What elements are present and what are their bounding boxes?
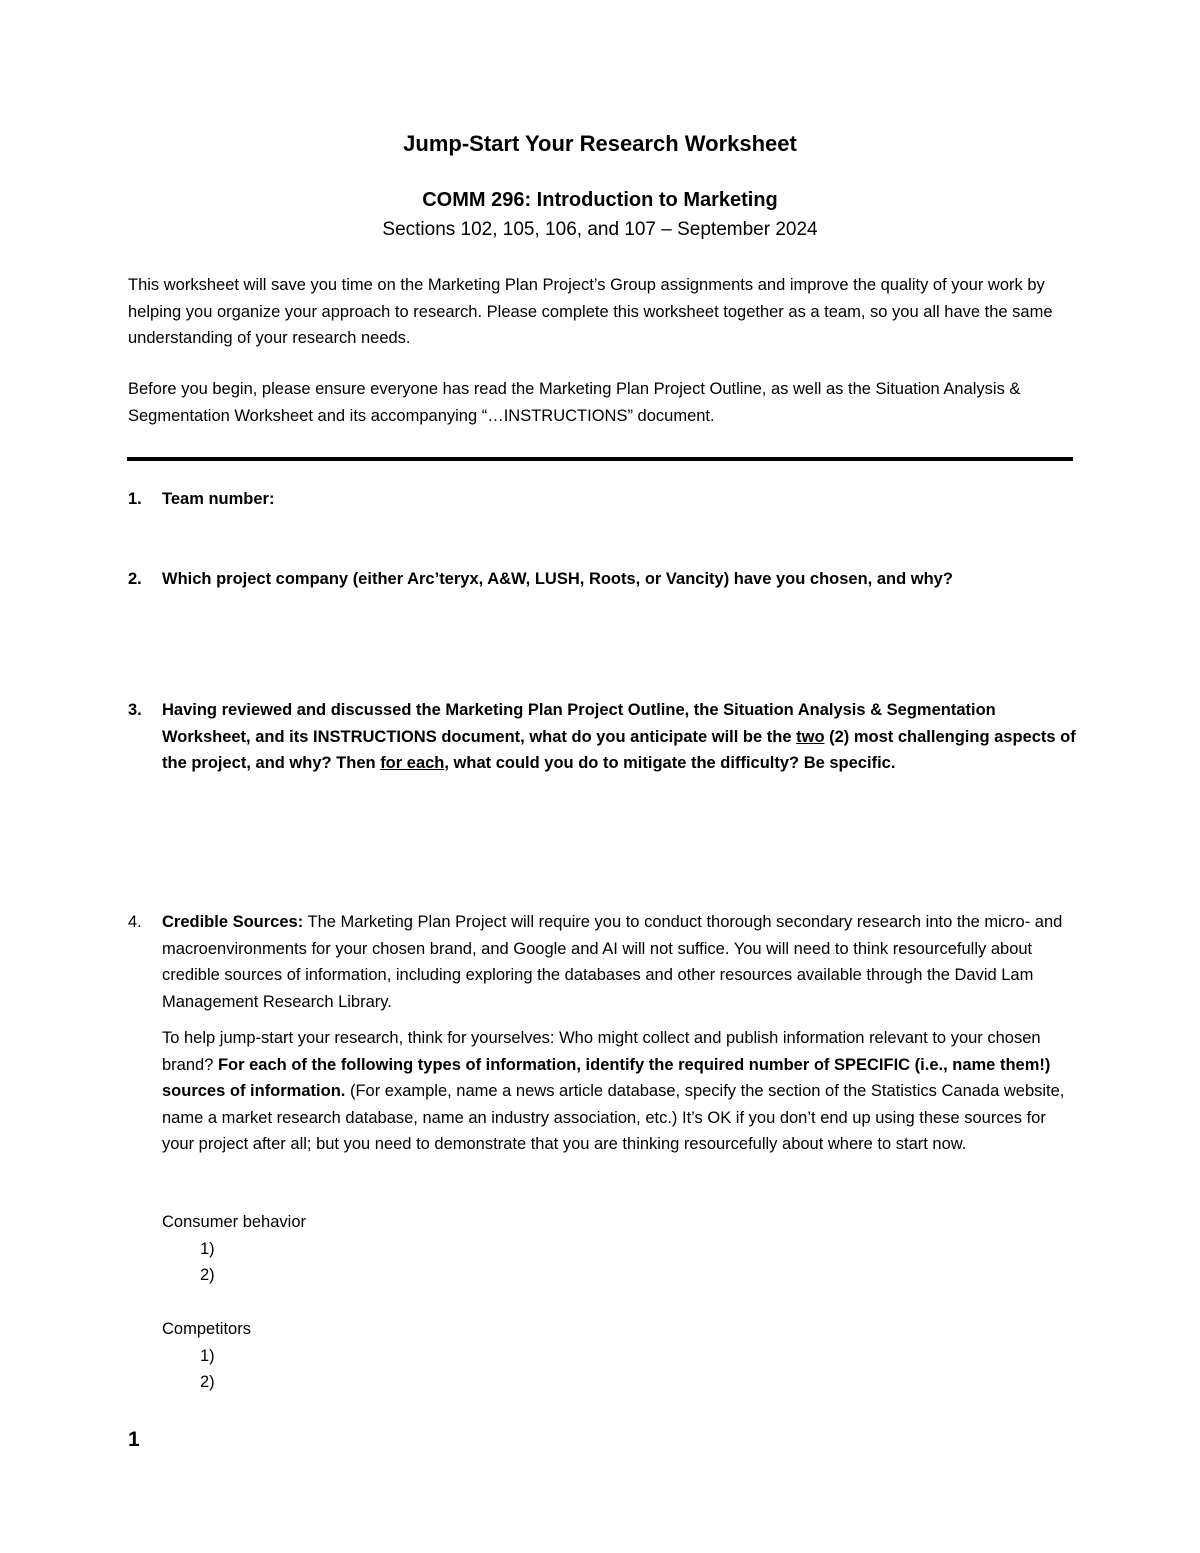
question-text: Team number: (162, 490, 275, 508)
course-name: COMM 296: Introduction to Marketing (422, 189, 778, 211)
source-item: 1) (200, 1346, 215, 1365)
question-text: Which project company (either Arc’teryx, A&W, LUSH, Roots, or Vancity) have you chosen, and why? (162, 570, 953, 588)
consumer-behavior-sources (162, 1209, 306, 1289)
question-body (162, 909, 1078, 1158)
instructions-paragraph: Before you begin, please ensure everyone has read the Marketing Plan Project Outline, as well as the Situation Analysis & Segmentation Worksheet and its accompanying “…INSTRUCTIONS” document. (128, 380, 1021, 425)
source-item: 2) (200, 1373, 215, 1391)
credible-sources-heading: Credible Sources: (162, 913, 304, 931)
jump-start-example: (For example, name a news article database, specify the section of the Statistics Canada website, name a market research database, name an industry association, etc.) It’s OK if you don’t end up using these sources for your project after all; but you need to demonstrate that you are thinking resourcefully about where to start now. (162, 1082, 1065, 1153)
source-item: 1) (200, 1239, 215, 1258)
question-number: 3. (128, 701, 142, 719)
question-text-part: , what could you do to mitigate the difficulty? Be specific. (444, 754, 896, 772)
credible-sources-text: The Marketing Plan Project will require you to conduct thorough secondary research into the micro- and macroenvironments for your chosen brand, and Google and AI will not suffice. You will need to think resourcefully about credible sources of information, including exploring the databases and other resources available through the David Lam Management Research Library. (162, 913, 1063, 1011)
document-title: Jump-Start Your Research Worksheet (403, 131, 797, 156)
question-text-part: (2) most challenging aspects of the project, and why? Then (162, 727, 1076, 772)
page-number: 1 (128, 1428, 140, 1451)
question-number: 4. (128, 913, 142, 931)
competitors-sources (162, 1316, 251, 1396)
question-number: 2. (128, 570, 142, 588)
question-challenges (128, 697, 1078, 777)
jump-start-text: To help jump-start your research, think for yourselves: Who might collect and publish information relevant to your chosen brand? (162, 1029, 1041, 1074)
question-text-part: Having reviewed and discussed the Marketing Plan Project Outline, the Situation Analysis & Segmentation Worksheet, and its INSTRUCTIONS document, what do you anticipate will be the (162, 701, 996, 746)
source-item: 2) (200, 1266, 215, 1284)
question-team-number (128, 486, 1078, 513)
category-label: Consumer behavior (162, 1213, 306, 1231)
emphasis-for-each: for each (380, 754, 445, 772)
question-credible-sources (128, 909, 1078, 1158)
category-label: Competitors (162, 1320, 251, 1338)
emphasis-two: two (796, 727, 825, 746)
intro-paragraph: This worksheet will save you time on the Marketing Plan Project’s Group assignments and improve the quality of your work by helping you organize your approach to research. Please complete this worksheet together as a team, so you all have the same understanding of your research needs. (128, 276, 1053, 347)
section-divider (127, 457, 1073, 461)
credible-sources-paragraph (162, 909, 1078, 1015)
jump-start-requirement: For each of the following types of information, identify the required number of SPECIFIC (i.e., name them!) sources of information. (162, 1055, 1051, 1100)
question-project-company (128, 566, 1078, 593)
course-sections: Sections 102, 105, 106, and 107 – September 2024 (382, 219, 818, 240)
jump-start-paragraph (162, 1025, 1078, 1158)
question-number: 1. (128, 490, 142, 508)
question-text (162, 697, 1078, 777)
